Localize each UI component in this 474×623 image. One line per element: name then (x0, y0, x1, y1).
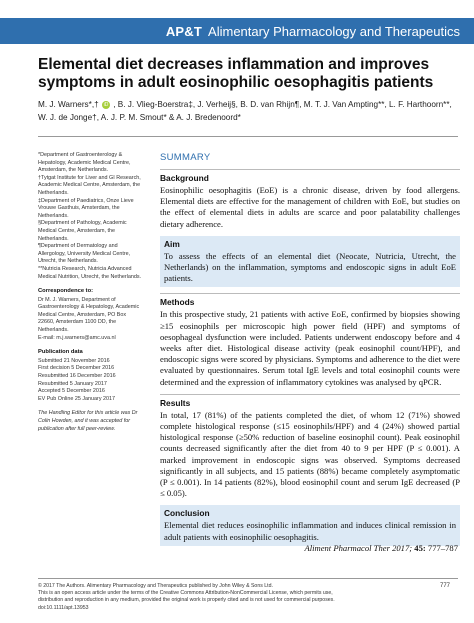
orcid-icon[interactable]: iD (103, 101, 109, 108)
conclusion-heading: Conclusion (164, 508, 210, 519)
affiliation-item: ¶Department of Dermatology and Allergology, University Medical Centre, Utrecht, the Netherlands. (38, 243, 131, 265)
methods-heading: Methods (160, 293, 460, 307)
summary-section (160, 152, 460, 552)
summary-title: SUMMARY (160, 152, 211, 163)
affiliation-item: ‡Department of Paediatrics, Onze Lieve Vrouwe Gasthuis, Amsterdam, the Netherlands. (38, 197, 134, 219)
publication-data-heading: Publication data (38, 349, 83, 356)
publication-date-line: Accepted 5 December 2016 (38, 388, 105, 395)
conclusion-box (160, 505, 460, 545)
footer-license: This is an open access article under the terms of the Creative Commons Attribution-NonCommercial License, which permits use, (38, 590, 333, 597)
affiliation-item: *Department of Gastroenterology & Hepatology, Academic Medical Centre, Amsterdam, the Netherlands. (38, 152, 131, 174)
aim-heading: Aim (164, 238, 180, 249)
methods-text: In this prospective study, 21 patients with active EoE, confirmed by biopsies showing ≥15 eosinophils per microscopic high power field (HPF) and symptoms of oesophageal dysfunction were included. Patients underwent endoscopy before and 4 weeks after diet. Histological disease activity (peak eosinophil count/HPF), and endoscopic signs were scored by physicians. Symptoms and adherence to the diet were evaluated by questionnaires. Serum total IgE levels and total eosinophil counts were determined and the expression of inflammatory cytokines was analysed by qPCR. (160, 309, 460, 387)
conclusion-text: Elemental diet reduces eosinophilic inflammation and induces clinical remission in adult patients with eosinophilic oesophagitis. (164, 520, 456, 542)
footer-divider (38, 578, 458, 579)
correspondence-heading: Correspondence to: (38, 288, 94, 295)
footer-license-cont: distribution and reproduction in any medium, provided the original work is properly cited and is not used for commercial purposes. (38, 597, 335, 604)
journal-name: Alimentary Pharmacology and Therapeutics (208, 23, 460, 39)
author-line-2: W. J. de Jonge†, A. J. P. M. Smout* & A. J. Bredenoord* (38, 112, 241, 122)
citation-volume: 45: (414, 543, 426, 553)
affiliations (38, 152, 142, 281)
footer-copyright: © 2017 The Authors. Alimentary Pharmacology and Therapeutics published by John Wiley & Sons Ltd. (38, 583, 273, 589)
author-line-1b: , B. J. Vlieg-Boerstra‡, J. Verheij§, B. D. van Rhijn¶, M. T. J. Van Ampting**, L. F. Harthoorn**, (113, 100, 452, 109)
citation-journal: Aliment Pharmacol Ther (304, 543, 390, 553)
citation-pages: 777–787 (427, 543, 458, 553)
author-list (38, 99, 458, 124)
handling-editor-note: The Handling Editor for this article was Dr Colin Howden, and it was accepted for publication after full peer-review. (38, 410, 138, 432)
background-text: Eosinophilic oesophagitis (EoE) is a chronic disease, driven by food allergens. Elemental diets are effective for the management of children with EoE, but studies on the effect of elemental diets in adults are scarce and poor palatability challenges dietary adherence. (160, 185, 460, 229)
publication-date-line: Submitted 21 November 2016 (38, 357, 110, 364)
affiliation-item: †Tytgat Institute for Liver and GI Research, Academic Medical Centre, Amsterdam, the Netherlands. (38, 174, 141, 196)
article-sidebar (38, 152, 142, 440)
header-divider (38, 136, 458, 137)
correspondence-address: Dr M. J. Warners, Department of Gastroenterology & Hepatology, Academic Medical Centre, Amsterdam, PO Box 22660, Amsterdam 1100 DD, the Netherlands. (38, 296, 140, 334)
correspondence (38, 288, 142, 342)
footer-doi[interactable]: doi:10.1111/apt.13953 (38, 604, 89, 611)
publication-date-line: Resubmitted 5 January 2017 (38, 380, 107, 387)
journal-abbreviation: AP&T (165, 23, 203, 39)
publication-date-line: First decision 5 December 2016 (38, 365, 115, 372)
results-text: In total, 17 (81%) of the patients completed the diet, of whom 12 (71%) showed complete histological response (≤15 eosinophils/HPF) and 4 (24%) showed partial histological response (≥50% reduction of baseline eosinophil count). Peak eosinophil counts decreased significantly after the diet from 40 to 9 per HPF (P ≤ 0.001). A marked improvement in endoscopic signs was observed. Symptoms decreased significantly in all subjects, and 15 patients (88%) became completely asymptomatic (P ≤ 0.001). In 14 patients (82%), blood eosinophil count and serum IgE decreased (P ≤ 0.05). (160, 409, 460, 499)
background-heading: Background (160, 169, 460, 183)
citation-year: 2017; (392, 543, 413, 553)
correspondence-email[interactable]: E-mail: m.j.warners@amc.uva.nl (38, 334, 116, 341)
publication-date-line: Resubmitted 16 December 2016 (38, 373, 116, 380)
publication-data (38, 349, 142, 403)
results-heading: Results (160, 394, 460, 408)
article-title: Elemental diet decreases inflammation and improves symptoms in adult eosinophilic oesophagitis patients (38, 56, 434, 91)
journal-citation (230, 543, 458, 553)
affiliation-item: §Department of Pathology, Academic Medical Centre, Amsterdam, the Netherlands. (38, 220, 127, 242)
copyright-footer (38, 583, 451, 612)
journal-header-bar (0, 18, 474, 44)
page-number: 777 (440, 583, 451, 589)
aim-box (160, 236, 460, 288)
affiliation-item: **Nutricia Research, Nutricia Advanced Medical Nutrition, Utrecht, the Netherlands. (38, 265, 142, 280)
publication-date-line: EV Pub Online 25 January 2017 (38, 395, 116, 402)
aim-text: To assess the effects of an elemental diet (Neocate, Nutricia, Utrecht, the Netherlands) on the inflammation, symptoms and endoscopic signs in adult EoE patients. (164, 250, 456, 284)
author-line-1a: M. J. Warners*,† (38, 100, 99, 109)
